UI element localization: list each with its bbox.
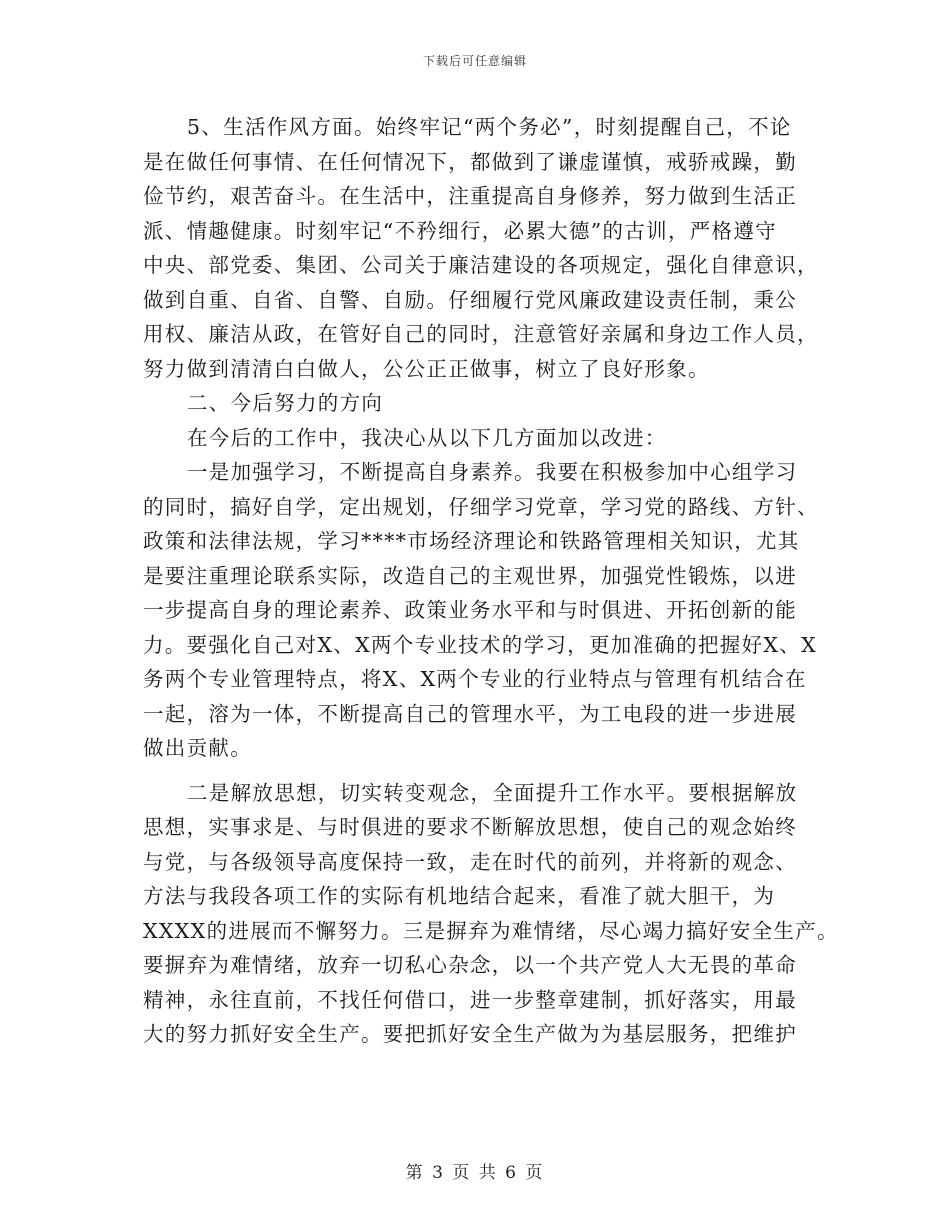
paragraph-line: 思想，实事求是、与时俱进的要求不断解放思想，使自己的观念始终 — [143, 815, 797, 839]
paragraph-line: 用权、廉洁从政，在管好自己的同时，注意管好亲属和身边工作人员， — [143, 322, 819, 346]
paragraph-line: 是要注重理论联系实际，改造自己的主观世界，加强党性锻炼，以进 — [143, 563, 797, 588]
paragraph-line: 中央、部党委、集团、公司关于廉洁建设的各项规定，强化自律意识， — [143, 253, 819, 277]
paragraph-spacer — [143, 766, 813, 776]
paragraph-line: 做出贡献。 — [143, 736, 252, 760]
paragraph-line: 派、情趣健康。时刻牢记“不矜细行，必累大德”的古训，严格遵守 — [143, 218, 777, 243]
paragraph-line: 二是解放思想，切实转变观念，全面提升工作水平。要根据解放 — [187, 780, 798, 805]
paragraph-line: 一是加强学习，不断提高自身素养。我要在积极参加中心组学习 — [187, 460, 798, 484]
page-header-note: 下载后可任意编辑 — [422, 54, 527, 68]
paragraph-line: 一起，溶为一体，不断提高自己的管理水平，为工电段的进一步进展 — [143, 701, 797, 726]
document-body — [143, 110, 839, 1052]
paragraph-line: 力。要强化自己对X、X两个专业技术的学习，更加准确的把握好X、X — [143, 632, 817, 657]
paragraph-line: 务两个专业管理特点，将X、X两个专业的行业特点与管理有机结合在 — [143, 667, 807, 691]
paragraph-line: 5、生活作风方面。始终牢记“两个务必”，时刻提醒自己，不论 — [187, 115, 792, 139]
paragraph-line: 是在做任何事情、在任何情况下，都做到了谦虚谨慎，戒骄戒躁，勤 — [143, 149, 797, 174]
paragraph-line: 政策和法律法规，学习****市场经济理论和铁路管理相关知识，尤其 — [143, 529, 800, 553]
paragraph-line: 的同时，搞好自学，定出规划，仔细学习党章，学习党的路线、方针、 — [143, 494, 819, 519]
paragraph-line: 精神，永往直前，不找任何借口，进一步整章建制，抓好落实，用最 — [143, 987, 797, 1012]
paragraph-line: 要摒弃为难情绪，放弃一切私心杂念，以一个共产党人大无畏的革命 — [143, 953, 797, 977]
paragraph-line: 方法与我段各项工作的实际有机地结合起来，看准了就大胆干，为 — [143, 884, 776, 908]
paragraph-line: 努力做到清清白白做人，公公正正做事，树立了良好形象。 — [143, 356, 710, 381]
paragraph-line: 俭节约，艰苦奋斗。在生活中，注重提高自身修养，努力做到生活正 — [143, 184, 797, 208]
paragraph-line: 一步提高自身的理论素养、政策业务水平和与时俱进、开拓创新的能 — [143, 598, 797, 622]
paragraph-line: 大的努力抓好安全生产。要把抓好安全生产做为为基层服务，把维护 — [143, 1022, 797, 1046]
page-number: 第 3 页 共 6 页 — [405, 1163, 545, 1183]
paragraph-line: 与党，与各级领导高度保持一致，走在时代的前列，并将新的观念、 — [143, 849, 797, 874]
paragraph-line: XXXX的进展而不懈努力。三是摒弃为难情绪，尽心竭力搞好安全生产。 — [143, 918, 839, 943]
section-heading: 二、今后努力的方向 — [187, 391, 384, 415]
paragraph-line: 在今后的工作中，我决心从以下几方面加以改进： — [187, 425, 667, 450]
paragraph-line: 做到自重、自省、自警、自励。仔细履行党风廉政建设责任制，秉公 — [143, 287, 797, 312]
